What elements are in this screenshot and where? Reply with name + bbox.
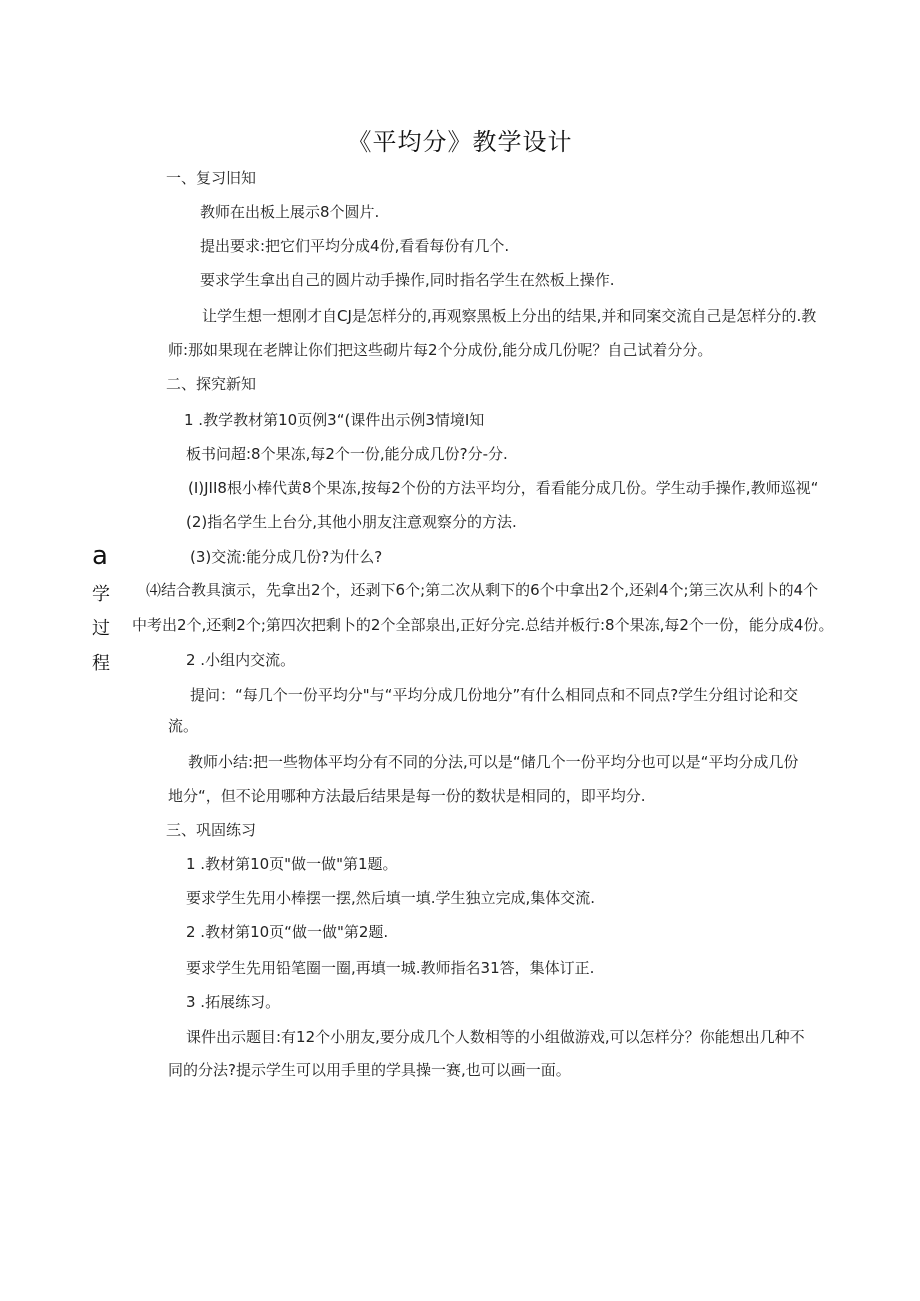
practice-line: 2 .教材第10页“做一做"第2题. bbox=[186, 923, 389, 941]
side-label-char: 过 bbox=[92, 618, 110, 639]
practice-line: 3 .拓展练习。 bbox=[186, 993, 281, 1011]
side-label-char: 程 bbox=[92, 653, 110, 674]
review-line: 教师在出板上展示8个圆片. bbox=[200, 203, 380, 221]
explore-line: 中考出2个,还剩2个;第四次把剩卜的2个全部泉出,正好分完.总结并板行:8个果冻,每2个一份，能分成4份。 bbox=[132, 616, 834, 634]
practice-line: 要求学生先用小棒摆一摆,然后填一填.学生独立完成,集体交流. bbox=[186, 889, 596, 907]
practice-line: 课件出示题目:有12个小朋友,要分成几个人数相等的小组做游戏,可以怎样分？你能想出几种不 bbox=[186, 1028, 805, 1046]
explore-line: (I)JII8根小棒代黄8个果冻,按每2个份的方法平均分，看看能分成几份。学生动手操作,教师巡视“ bbox=[188, 479, 819, 497]
document-title: 《平均分》教学设计 bbox=[347, 128, 573, 156]
section-heading-review: 一、复习旧知 bbox=[166, 169, 257, 187]
explore-line: 流。 bbox=[168, 717, 199, 735]
section-heading-practice: 三、巩固练习 bbox=[166, 821, 257, 839]
explore-line: 板书问超:8个果冻,每2个一份,能分成几份?分-分. bbox=[186, 445, 508, 463]
explore-line: (2)指名学生上台分,其他小朋友注意观察分的方法. bbox=[186, 513, 517, 531]
review-line: 师:那如果现在老牌让你们把这些砌片每2个分成份,能分成几份呢？自己试着分分。 bbox=[168, 341, 713, 359]
explore-line: 提问：“每几个一份平均分"与“平均分成几份地分”有什么相同点和不同点?学生分组讨论和交 bbox=[190, 686, 799, 704]
review-line: 提出要求:把它们平均分成4份,看看每份有几个. bbox=[200, 237, 510, 255]
explore-line: 2 .小组内交流。 bbox=[186, 651, 296, 669]
explore-line: 教师小结:把一些物体平均分有不同的分法,可以是“储几个一份平均分也可以是“平均分成几份 bbox=[188, 753, 799, 771]
side-label-char: 学 bbox=[92, 584, 110, 605]
practice-line: 同的分法?提示学生可以用手里的学具操一赛,也可以画一面。 bbox=[168, 1061, 571, 1079]
explore-line: ⑷结合教具演示，先拿出2个，还剥下6个;第二次从剩下的6个中拿出2个,还剁4个;第三次从利卜的4个 bbox=[146, 581, 819, 599]
practice-line: 要求学生先用铅笔圈一圈,再填一城.教师指名31答，集体订正. bbox=[186, 959, 595, 977]
review-line: 要求学生拿出自己的圆片动手操作,同时指名学生在然板上操作. bbox=[200, 271, 615, 289]
explore-line: 地分“，但不论用哪种方法最后结果是每一份的数状是相同的，即平均分. bbox=[168, 787, 646, 805]
explore-line: (3)交流:能分成几份?为什么? bbox=[190, 548, 383, 566]
side-label-a: a bbox=[92, 541, 108, 571]
explore-line: 1 .教学教材第10页例3“(课件出示例3情境I知 bbox=[184, 411, 485, 429]
practice-line: 1 .教材第10页"做一做"第1题。 bbox=[186, 855, 398, 873]
section-heading-explore: 二、探究新知 bbox=[166, 375, 257, 393]
review-line: 让学生想一想刚才自CJ是怎样分的,再观察黑板上分出的结果,并和同案交流自己是怎样分的.教 bbox=[202, 307, 817, 325]
